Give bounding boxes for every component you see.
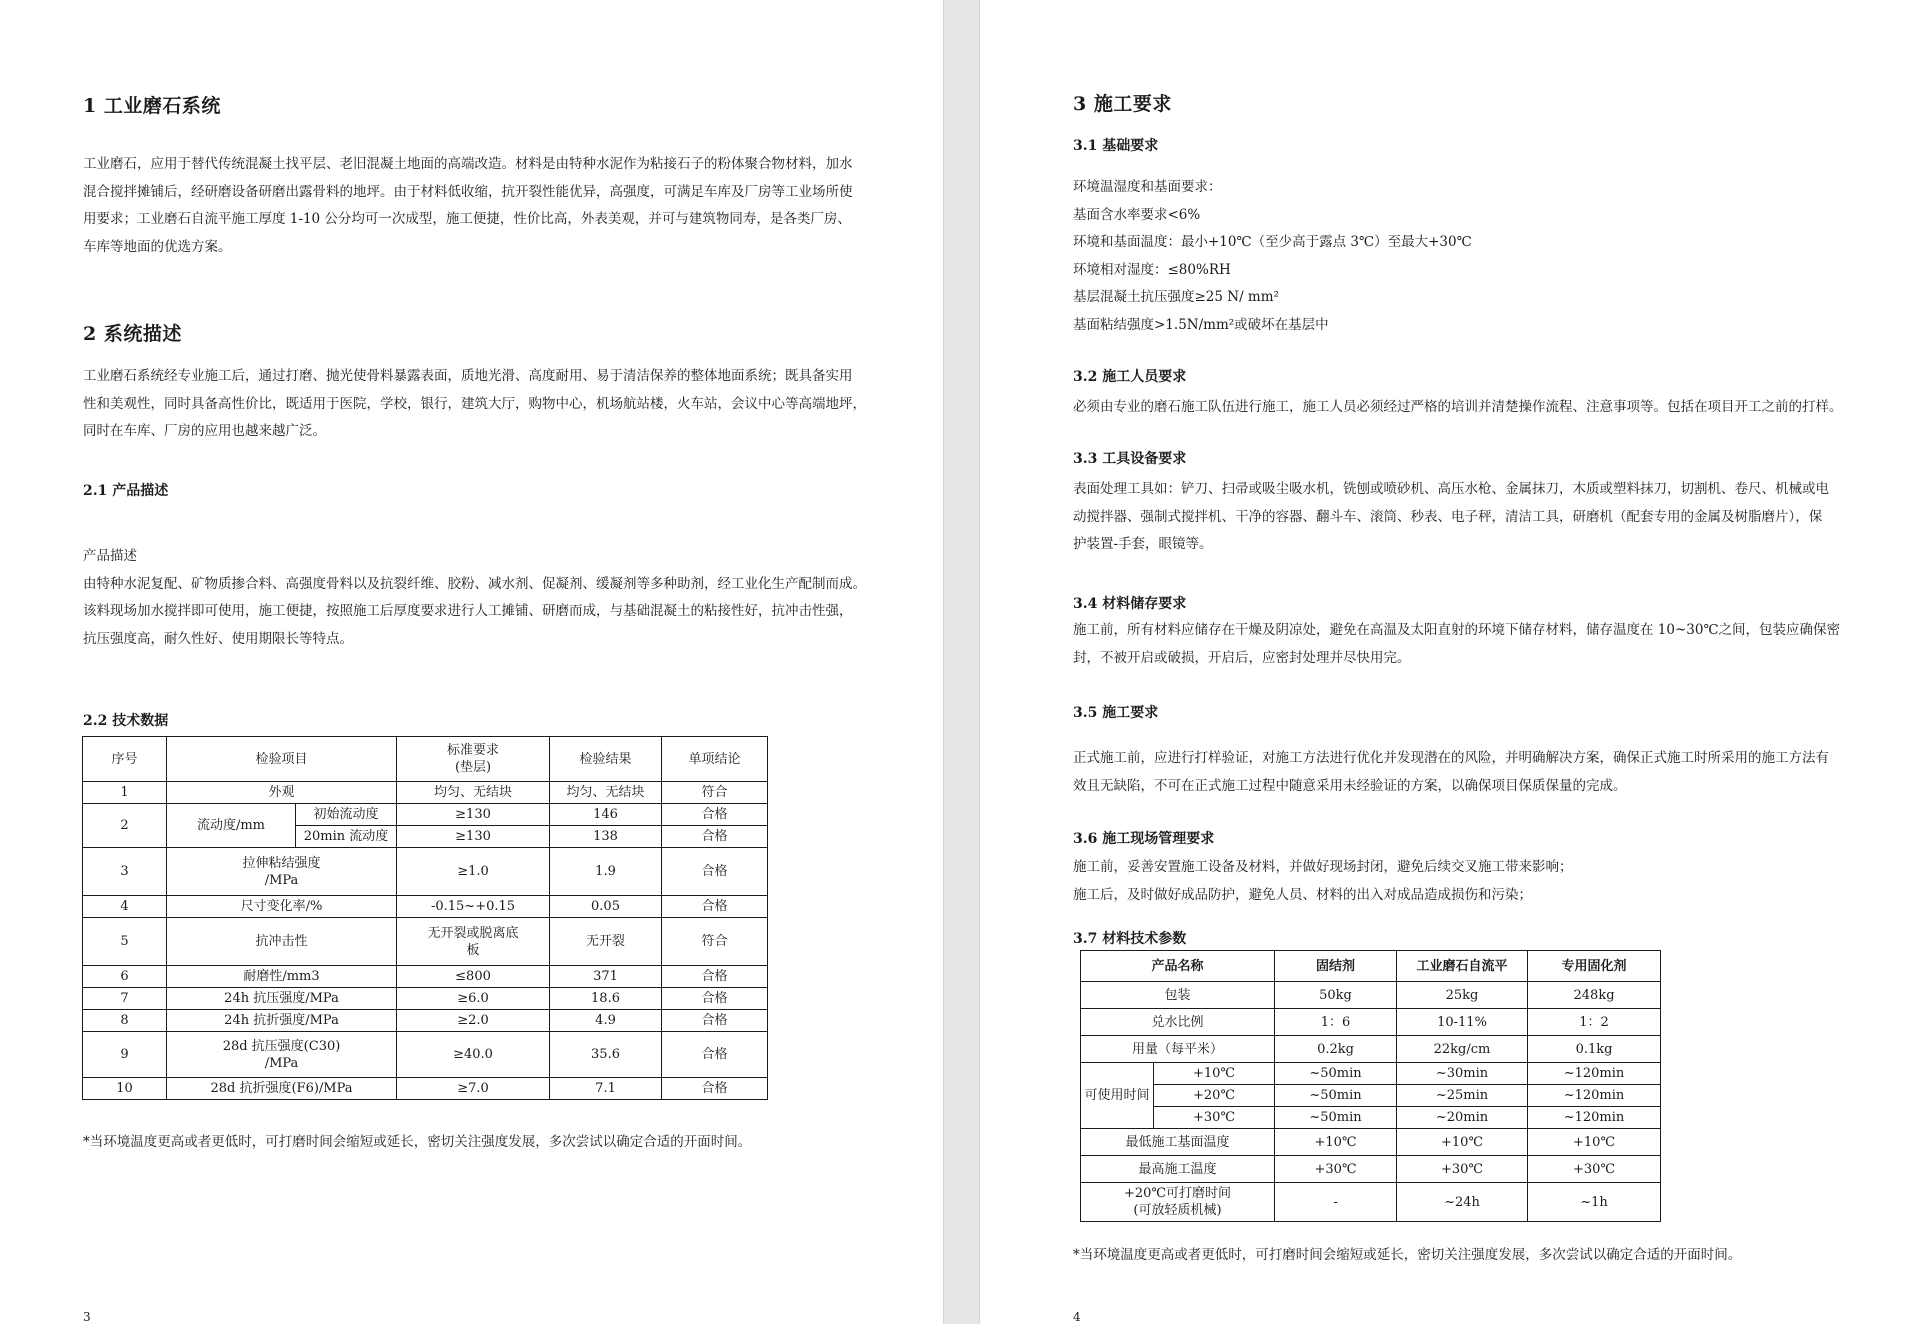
page-number: 4: [1073, 1310, 1081, 1324]
cell-value: ~120min: [1528, 1107, 1661, 1129]
table-row: [1081, 1063, 1661, 1085]
cell-value: +10℃: [1275, 1129, 1397, 1156]
page-gutter: [943, 0, 980, 1324]
table-row: [83, 896, 768, 918]
paragraph-line: 动搅拌器、强制式搅拌机、干净的容器、翻斗车、滚筒、秒表、电子秤，清洁工具，研磨机（配套专用的金属及树脂磨片），保: [1073, 508, 1823, 525]
cell-value: ~50min: [1275, 1085, 1397, 1107]
cell-value: ~50min: [1275, 1063, 1397, 1085]
table-row: [83, 918, 768, 966]
table-header-row: [1081, 951, 1661, 982]
paragraph-line: 由特种水泥复配、矿物质掺合料、高强度骨料以及抗裂纤维、胶粉、减水剂、促凝剂、缓凝剂等多种助剂，经工业化生产配制而成。: [83, 575, 866, 592]
table-row: [1081, 1183, 1661, 1222]
cell-std: ≥6.0: [397, 988, 550, 1010]
section-2-1-heading: 2.1 产品描述: [83, 483, 169, 499]
table-row: [83, 782, 768, 804]
cell-no: 7: [83, 988, 167, 1010]
section-2-2-heading: 2.2 技术数据: [83, 713, 169, 729]
section-3-4-body: [1073, 617, 1840, 672]
cell-result: 138: [550, 826, 662, 848]
cell-subitem: 20min 流动度: [296, 826, 397, 848]
cell-sublabel: +10℃: [1154, 1063, 1275, 1085]
cell-verdict: 合格: [662, 896, 768, 918]
cell-no: 10: [83, 1078, 167, 1100]
cell-no: 2: [83, 804, 167, 848]
table-row: [83, 966, 768, 988]
section-1-heading: 1 工业磨石系统: [83, 95, 221, 117]
cell-result: 1.9: [550, 848, 662, 896]
cell-value: ~25min: [1397, 1085, 1528, 1107]
cell-value: +30℃: [1528, 1156, 1661, 1183]
document-page-3: [0, 0, 943, 1324]
table-row: [1081, 1085, 1661, 1107]
paragraph-line: 封，不被开启或破损，开启后，应密封处理并尽快用完。: [1073, 649, 1411, 666]
cell-value: 50kg: [1275, 982, 1397, 1009]
material-parameters-table: [1080, 950, 1661, 1222]
paragraph-line: 基层混凝土抗压强度≥25 N/ mm²: [1073, 289, 1279, 305]
table-row: [1081, 1036, 1661, 1063]
cell-verdict: 合格: [662, 988, 768, 1010]
cell-std: ≥130: [397, 826, 550, 848]
section-3-5-body: [1073, 745, 1829, 800]
cell-value: 248kg: [1528, 982, 1661, 1009]
header-cell: 检验结果: [550, 737, 662, 782]
table-header-row: [83, 737, 768, 782]
table-row: [83, 1032, 768, 1078]
table-row: [1081, 1009, 1661, 1036]
technical-data-table: [82, 736, 768, 1100]
cell-value: ~24h: [1397, 1183, 1528, 1222]
section-2-1-body: [83, 543, 866, 653]
paragraph-line: 正式施工前，应进行打样验证，对施工方法进行优化并发现潜在的风险，并明确解决方案，确保正式施工时所采用的施工方法有: [1073, 750, 1829, 766]
paragraph-line: 同时在车库、厂房的应用也越来越广泛。: [83, 423, 326, 439]
cell-result: 无开裂: [550, 918, 662, 966]
table-row: [83, 1010, 768, 1032]
cell-std: 无开裂或脱离底 板: [397, 918, 550, 966]
section-3-heading: 3 施工要求: [1073, 93, 1172, 115]
cell-std: 均匀、无结块: [397, 782, 550, 804]
cell-verdict: 合格: [662, 804, 768, 826]
cell-label: 最高施工温度: [1081, 1156, 1275, 1183]
section-3-1-heading: 3.1 基础要求: [1073, 138, 1159, 154]
cell-value: ~120min: [1528, 1063, 1661, 1085]
cell-value: +30℃: [1397, 1156, 1528, 1183]
paragraph-line: 基面粘结强度>1.5N/mm²或破坏在基层中: [1073, 316, 1329, 333]
cell-verdict: 合格: [662, 1010, 768, 1032]
paragraph-line: 用要求；工业磨石自流平施工厚度 1-10 公分均可一次成型，施工便捷，性价比高，外表美观，并可与建筑物同寿，是各类厂房、: [83, 211, 851, 227]
cell-item: 拉伸粘结强度 /MPa: [167, 848, 397, 896]
cell-verdict: 合格: [662, 1078, 768, 1100]
footnote: *当环境温度更高或者更低时，可打磨时间会缩短或延长，密切关注强度发展，多次尝试以确定合适的开面时间。: [83, 1134, 752, 1150]
cell-no: 8: [83, 1010, 167, 1032]
cell-result: 7.1: [550, 1078, 662, 1100]
paragraph-line: 性和美观性，同时具备高性价比，既适用于医院，学校，银行，建筑大厅，购物中心，机场航站楼，火车站，会议中心等高端地坪，: [83, 395, 866, 412]
cell-value: 1：2: [1528, 1009, 1661, 1036]
table-row: [83, 1078, 768, 1100]
cell-verdict: 合格: [662, 848, 768, 896]
cell-result: 均匀、无结块: [550, 782, 662, 804]
table-row: [1081, 1129, 1661, 1156]
cell-no: 5: [83, 918, 167, 966]
section-3-6-body: [1073, 854, 1573, 909]
paragraph-label: 产品描述: [83, 548, 137, 564]
cell-no: 9: [83, 1032, 167, 1078]
section-2-heading: 2 系统描述: [83, 323, 182, 345]
cell-value: ~20min: [1397, 1107, 1528, 1129]
paragraph-line: 环境相对湿度：≤80%RH: [1073, 261, 1231, 278]
cell-subitem: 初始流动度: [296, 804, 397, 826]
paragraph-line: 该料现场加水搅拌即可使用，施工便捷，按照施工后厚度要求进行人工摊铺、研磨而成，与基础混凝土的粘接性好，抗冲击性强，: [83, 603, 853, 619]
cell-label: 最低施工基面温度: [1081, 1129, 1275, 1156]
cell-label: 可使用时间: [1081, 1063, 1154, 1129]
header-cell: 检验项目: [167, 737, 397, 782]
header-cell: 专用固化剂: [1528, 951, 1661, 982]
cell-verdict: 符合: [662, 918, 768, 966]
cell-std: ≥40.0: [397, 1032, 550, 1078]
cell-item: 28d 抗压强度(C30) /MPa: [167, 1032, 397, 1078]
paragraph-line: 效且无缺陷，不可在正式施工过程中随意采用未经验证的方案，以确保项目保质保量的完成。: [1073, 777, 1627, 794]
cell-result: 4.9: [550, 1010, 662, 1032]
cell-no: 3: [83, 848, 167, 896]
header-cell: 产品名称: [1081, 951, 1275, 982]
cell-item: 28d 抗折强度(F6)/MPa: [167, 1078, 397, 1100]
document-page-4: [980, 0, 1932, 1324]
cell-value: 10-11%: [1397, 1009, 1528, 1036]
cell-std: ≥7.0: [397, 1078, 550, 1100]
cell-result: 18.6: [550, 988, 662, 1010]
cell-sublabel: +30℃: [1154, 1107, 1275, 1129]
cell-label: 兑水比例: [1081, 1009, 1275, 1036]
cell-item: 尺寸变化率/%: [167, 896, 397, 918]
cell-value: ~30min: [1397, 1063, 1528, 1085]
cell-item: 流动度/mm: [167, 804, 296, 848]
paragraph-line: 车库等地面的优选方案。: [83, 238, 232, 255]
table-row: [83, 804, 768, 826]
cell-value: +10℃: [1397, 1129, 1528, 1156]
cell-value: +10℃: [1528, 1129, 1661, 1156]
section-3-1-body: [1073, 174, 1472, 339]
cell-label: +20℃可打磨时间 (可放轻质机械): [1081, 1183, 1275, 1222]
cell-verdict: 合格: [662, 826, 768, 848]
cell-value: +30℃: [1275, 1156, 1397, 1183]
cell-label: 包装: [1081, 982, 1275, 1009]
table-row: [83, 848, 768, 896]
section-3-5-heading: 3.5 施工要求: [1073, 705, 1159, 721]
paragraph-line: 表面处理工具如：铲刀、扫帚或吸尘吸水机，铣刨或喷砂机、高压水枪、金属抹刀，木质或塑料抹刀，切割机、卷尺、机械或电: [1073, 481, 1829, 497]
cell-std: ≥130: [397, 804, 550, 826]
cell-result: 35.6: [550, 1032, 662, 1078]
section-2-body: [83, 363, 866, 446]
header-cell: 固结剂: [1275, 951, 1397, 982]
paragraph-line: 基面含水率要求<6%: [1073, 206, 1201, 223]
cell-std: -0.15~+0.15: [397, 896, 550, 918]
cell-value: ~50min: [1275, 1107, 1397, 1129]
paragraph-line: 施工后，及时做好成品防护，避免人员、材料的出入对成品造成损伤和污染；: [1073, 886, 1532, 903]
cell-no: 6: [83, 966, 167, 988]
cell-no: 4: [83, 896, 167, 918]
cell-item: 24h 抗折强度/MPa: [167, 1010, 397, 1032]
cell-value: 1：6: [1275, 1009, 1397, 1036]
section-3-4-heading: 3.4 材料储存要求: [1073, 596, 1187, 612]
cell-verdict: 合格: [662, 1032, 768, 1078]
cell-value: -: [1275, 1183, 1397, 1222]
paragraph-line: 抗压强度高，耐久性好、使用期限长等特点。: [83, 630, 353, 647]
cell-item: 耐磨性/mm3: [167, 966, 397, 988]
cell-result: 371: [550, 966, 662, 988]
table-row: [1081, 1156, 1661, 1183]
paragraph-line: 施工前，所有材料应储存在干燥及阴凉处，避免在高温及太阳直射的环境下储存材料，储存温度在 10~30℃之间，包装应确保密: [1073, 622, 1841, 638]
paragraph-line: 护装置-手套，眼镜等。: [1073, 536, 1213, 552]
paragraph-line: 工业磨石，应用于替代传统混凝土找平层、老旧混凝土地面的高端改造。材料是由特种水泥作为粘接石子的粉体聚合物材料，加水: [83, 156, 853, 172]
header-cell: 单项结论: [662, 737, 768, 782]
cell-verdict: 符合: [662, 782, 768, 804]
cell-value: 25kg: [1397, 982, 1528, 1009]
cell-value: ~1h: [1528, 1183, 1661, 1222]
section-3-7-heading: 3.7 材料技术参数: [1073, 931, 1187, 947]
section-3-6-heading: 3.6 施工现场管理要求: [1073, 831, 1215, 847]
cell-sublabel: +20℃: [1154, 1085, 1275, 1107]
cell-std: ≤800: [397, 966, 550, 988]
cell-std: ≥1.0: [397, 848, 550, 896]
cell-verdict: 合格: [662, 966, 768, 988]
paragraph-line: 环境温湿度和基面要求：: [1073, 179, 1222, 195]
page-number: 3: [83, 1310, 91, 1324]
header-cell: 标准要求 (垫层): [397, 737, 550, 782]
cell-no: 1: [83, 782, 167, 804]
paragraph-line: 施工前，妥善安置施工设备及材料，并做好现场封闭，避免后续交叉施工带来影响；: [1073, 859, 1573, 875]
section-3-3-body: [1073, 476, 1829, 559]
footnote: *当环境温度更高或者更低时，可打磨时间会缩短或延长，密切关注强度发展，多次尝试以确定合适的开面时间。: [1073, 1247, 1742, 1263]
header-cell: 工业磨石自流平: [1397, 951, 1528, 982]
section-3-3-heading: 3.3 工具设备要求: [1073, 451, 1187, 467]
section-3-2-heading: 3.2 施工人员要求: [1073, 369, 1187, 385]
table-row: [1081, 1107, 1661, 1129]
cell-item: 外观: [167, 782, 397, 804]
cell-std: ≥2.0: [397, 1010, 550, 1032]
section-3-2-body: [1073, 394, 1843, 422]
header-cell: 序号: [83, 737, 167, 782]
paragraph-line: 工业磨石系统经专业施工后，通过打磨、抛光使骨料暴露表面，质地光滑、高度耐用、易于清洁保养的整体地面系统；既具备实用: [83, 368, 853, 384]
section-1-body: [83, 151, 853, 261]
paragraph-line: 混合搅拌摊铺后，经研磨设备研磨出露骨料的地坪。由于材料低收缩，抗开裂性能优异，高强度，可满足车库及厂房等工业场所使: [83, 183, 853, 200]
cell-value: 22kg/cm: [1397, 1036, 1528, 1063]
cell-value: 0.2kg: [1275, 1036, 1397, 1063]
cell-item: 24h 抗压强度/MPa: [167, 988, 397, 1010]
cell-label: 用量（每平米）: [1081, 1036, 1275, 1063]
cell-result: 146: [550, 804, 662, 826]
paragraph-line: 环境和基面温度：最小+10℃（至少高于露点 3℃）至最大+30℃: [1073, 234, 1472, 250]
cell-result: 0.05: [550, 896, 662, 918]
cell-value: 0.1kg: [1528, 1036, 1661, 1063]
cell-value: ~120min: [1528, 1085, 1661, 1107]
table-row: [83, 988, 768, 1010]
cell-item: 抗冲击性: [167, 918, 397, 966]
table-row: [1081, 982, 1661, 1009]
paragraph-line: 必须由专业的磨石施工队伍进行施工，施工人员必须经过严格的培训并清楚操作流程、注意事项等。包括在项目开工之前的打样。: [1073, 399, 1843, 415]
